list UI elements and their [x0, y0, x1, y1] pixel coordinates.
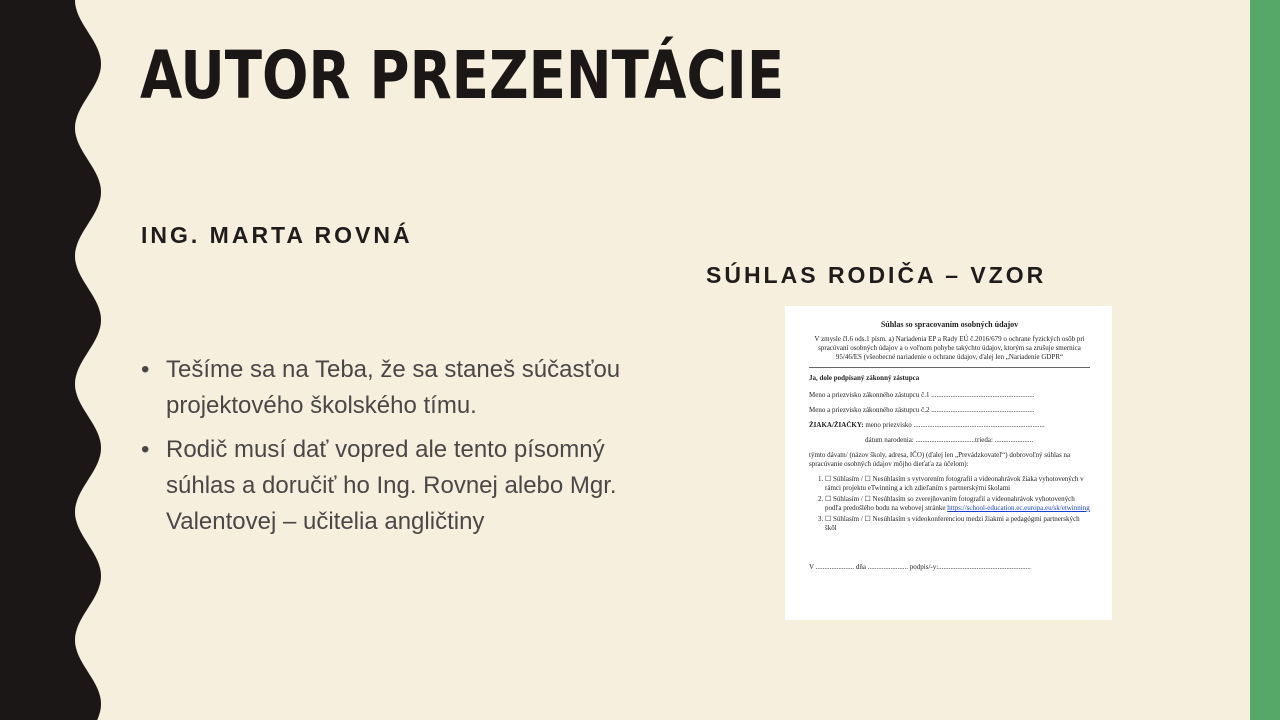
form-purpose: týmto dávam/ (názov školy, adresa, IČO) (ďalej len „Prevádzkovateľ“) dobrovoľný súhlas na spracúvanie osobných údajov môjho dieťaťa za účelom): [809, 451, 1071, 468]
bullet-text: Rodič musí dať vopred ale tento písomný súhlas a doručiť ho Ing. Rovnej alebo Mgr. Valentovej – učitelia angličtiny [166, 436, 617, 535]
form-dob: dátum narodenia: ..................................trieda: ...................... [865, 436, 1034, 444]
form-item: 3. ☐ Súhlasím / ☐ Nesúhlasím s videokonferenciou medzi žiakmi a pedagógmi partnerských škôl [825, 515, 1090, 533]
form-items [809, 475, 1090, 533]
form-rep1: Meno a priezvisko zákonného zástupcu č.1 ........................................................... [809, 391, 1035, 399]
form-section: Ja, dole podpísaný zákonný zástupca [809, 374, 920, 382]
wave-border [0, 0, 110, 720]
form-title: Súhlas so spracovaním osobných údajov [880, 320, 1019, 329]
form-item: 1. ☐ Súhlasím / ☐ Nesúhlasím s vytvorením fotografií a videonahrávok žiaka vyhotovených v rámci projektu eTwinning a ich zdieľaním s partnerskými školami [825, 475, 1090, 493]
form-item-text: ☐ Súhlasím / ☐ Nesúhlasím so zverejňovaním fotografií a videonahrávok vyhotovených podľa predošlého bodu na webovej stránke [825, 495, 1075, 512]
form-divider [809, 367, 1090, 368]
form-item [825, 495, 1090, 513]
form-link[interactable]: https://school-education.ec.europa.eu/sk/etwinning [947, 504, 1090, 512]
consent-form-image [785, 306, 1112, 620]
bullet-text: Tešíme sa na Teba, že sa staneš súčasťou projektového školského tímu. [166, 356, 621, 419]
bullet-dot: • [141, 436, 150, 463]
form-pupil-rest: meno priezvisko ........................................................................... [863, 421, 1045, 429]
form-signature: V ...................... dňa ....................... podpis/-y:..................................................... [809, 563, 1031, 571]
accent-bar [1250, 0, 1280, 720]
slide-title: AUTOR PREZENTÁCIE [140, 37, 785, 114]
author-name: ING. MARTA ROVNÁ [141, 222, 413, 248]
consent-heading: SÚHLAS RODIČA – VZOR [706, 262, 1047, 288]
bullet-dot: • [141, 356, 150, 383]
bullet-list [141, 352, 661, 548]
form-intro: V zmysle čl.6 ods.1 písm. a) Nariadenia EP a Rady EÚ č.2016/679 o ochrane fyzických osôb pri spracúvaní osobných údajov a o voľnom pohybe takýchto údajov, ktorým sa zrušuje smernica 95/46/ES (všeobecné nariadenie o ochrane údajov, ďalej len „Nariadenie GDPR“ [814, 335, 1085, 361]
bullet-item [141, 352, 661, 424]
form-rep2: Meno a priezvisko zákonného zástupcu č.2 ........................................................... [809, 406, 1035, 414]
form-pupil-label: ŽIAKA/ŽIAČKY: [809, 421, 864, 429]
form-pupil [809, 421, 1090, 430]
bullet-item [141, 432, 661, 540]
